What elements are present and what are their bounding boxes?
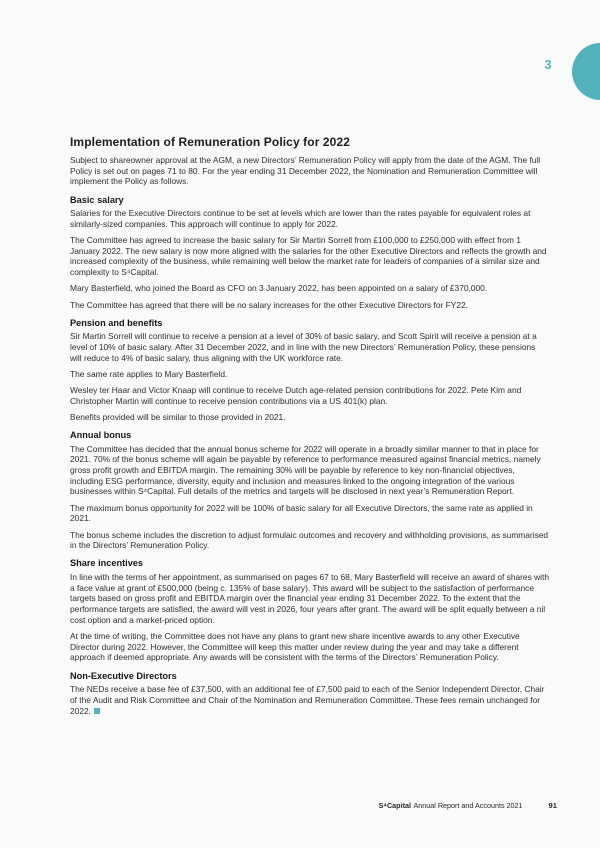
section-heading: Pension and benefits (70, 317, 163, 328)
document-section (70, 195, 549, 311)
body-paragraph (70, 503, 549, 524)
document-section (70, 318, 549, 423)
paragraph-text: In line with the terms of her appointment, as summarised on pages 67 to 68, Mary Basterfield will receive an award of shares with a face value at grant of £500,000 (being c. 135% of base salary). This award will be subject to the satisfaction of performance targets based on gross profit and EBITDA margin over the financial year ending 31 December 2022. To the extent that the performance targets are satisfied, the award will vest in 2026, four years after grant. The award will be split equally between a nil cost option and a market-priced option. (70, 571, 550, 625)
section-heading: Basic salary (70, 194, 124, 205)
paragraph-text: The same rate applies to Mary Basterfield. (70, 368, 228, 379)
page-footer (0, 801, 557, 810)
section-heading: Annual bonus (70, 430, 132, 441)
body-paragraph (70, 572, 549, 626)
end-of-section-square-icon (94, 708, 100, 714)
paragraph-text: At the time of writing, the Committee does not have any plans to grant new share incentive awards to any other Executive Director during 2022. However, the Committee will keep this matter under review during the year and may take a different approach if deemed appropriate. Any awards will be consistent with the terms of the Directors’ Remuneration Policy. (70, 631, 520, 663)
chapter-number: 3 (544, 57, 552, 72)
article-body (70, 135, 549, 722)
paragraph-text: The Committee has decided that the annual bonus scheme for 2022 will operate in a broadly similar manner to that in place for 2021. 70% of the bonus scheme will again be payable by reference to performance measured against financial metrics, namely gross profit growth and EBITDA margin. The remaining 30% will be payable by reference to key non-financial objectives, including ESG performance, diversity, equity and inclusion and measures linked to the ongoing integration of the various businesses within S⁴Capital. Full details of the metrics and targets will be disclosed in next year’s Remuneration Report. (70, 443, 541, 497)
corner-tab-circle (572, 43, 600, 100)
body-paragraph (70, 631, 549, 663)
body-paragraph (70, 444, 549, 498)
paragraph-text: Benefits provided will be similar to those provided in 2021. (70, 411, 286, 422)
paragraph-text: Salaries for the Executive Directors continue to be set at levels which are lower than the rates payable for equivalent roles at similarly-sized companies. This approach will continue to apply for 2022. (70, 208, 531, 229)
paragraph-text: Mary Basterfield, who joined the Board as CFO on 3 January 2022, has been appointed on a salary of £370,000. (70, 283, 488, 294)
body-paragraph (70, 300, 549, 311)
footer-brand: S⁴Capital (378, 801, 411, 810)
body-paragraph (70, 331, 549, 363)
paragraph-text: The Committee has agreed that there will be no salary increases for the other Executive Directors for FY22. (70, 299, 468, 310)
body-paragraph (70, 369, 549, 380)
paragraph-text: The NEDs receive a base fee of £37,500, with an additional fee of £7,500 paid to each of the Senior Independent Director, Chair of the Audit and Risk Committee and Chair of the Nomination and Remuneration Committee. These fees remain unchanged for 2022. (70, 684, 545, 716)
section-heading: Share incentives (70, 558, 144, 569)
sections-container (70, 195, 549, 717)
body-paragraph (70, 208, 549, 229)
footer-page-number: 91 (548, 801, 557, 810)
paragraph-text: The Committee has agreed to increase the basic salary for Sir Martin Sorrell from £100,000 to £250,000 with effect from 1 January 2022. The new salary is now more aligned with the salaries for the other Executive Directors and reflects the growth and increased complexity of the business, while remaining well below the market rate for leaders of companies of a similar size and complexity to S⁴Capital. (70, 235, 547, 278)
body-paragraph (70, 385, 549, 406)
intro-paragraph: Subject to shareowner approval at the AGM, a new Directors’ Remuneration Policy will apply from the date of the AGM. The full Policy is set out on pages 71 to 80. For the year ending 31 December 2022, the Nomination and Remuneration Committee will implement the Policy as follows. (70, 155, 541, 187)
document-section (70, 671, 549, 717)
body-paragraph (70, 684, 549, 716)
document-section (70, 558, 549, 663)
body-paragraph (70, 283, 549, 294)
page-title: Implementation of Remuneration Policy for 2022 (70, 135, 350, 149)
footer-report-title: Annual Report and Accounts 2021 (413, 801, 523, 810)
paragraph-text: The bonus scheme includes the discretion to adjust formulaic outcomes and recovery and withholding provisions, as summarised in the Directors’ Remuneration Policy. (70, 529, 549, 551)
body-paragraph (70, 530, 549, 551)
body-paragraph (70, 412, 549, 423)
body-paragraph (70, 235, 549, 278)
paragraph-text: Wesley ter Haar and Victor Knaap will continue to receive Dutch age-related pension contributions for 2022. Pete Kim and Christopher Martin will continue to receive pension contributions via a US 401(k) plan. (70, 385, 522, 406)
paragraph-text: The maximum bonus opportunity for 2022 will be 100% of basic salary for all Executive Directors, the same rate as applied in 2021. (70, 502, 533, 524)
paragraph-text: Sir Martin Sorrell will continue to receive a pension at a level of 30% of basic salary, and Scott Spirit will receive a pension at a level of 10% of basic salary. After 31 December 2022, and in line with the new Directors’ Remuneration Policy, these pensions will reduce to 4% of basic salary, thus aligning with the UK workforce rate. (70, 331, 537, 363)
section-heading: Non-Executive Directors (70, 670, 177, 681)
document-section (70, 430, 549, 551)
